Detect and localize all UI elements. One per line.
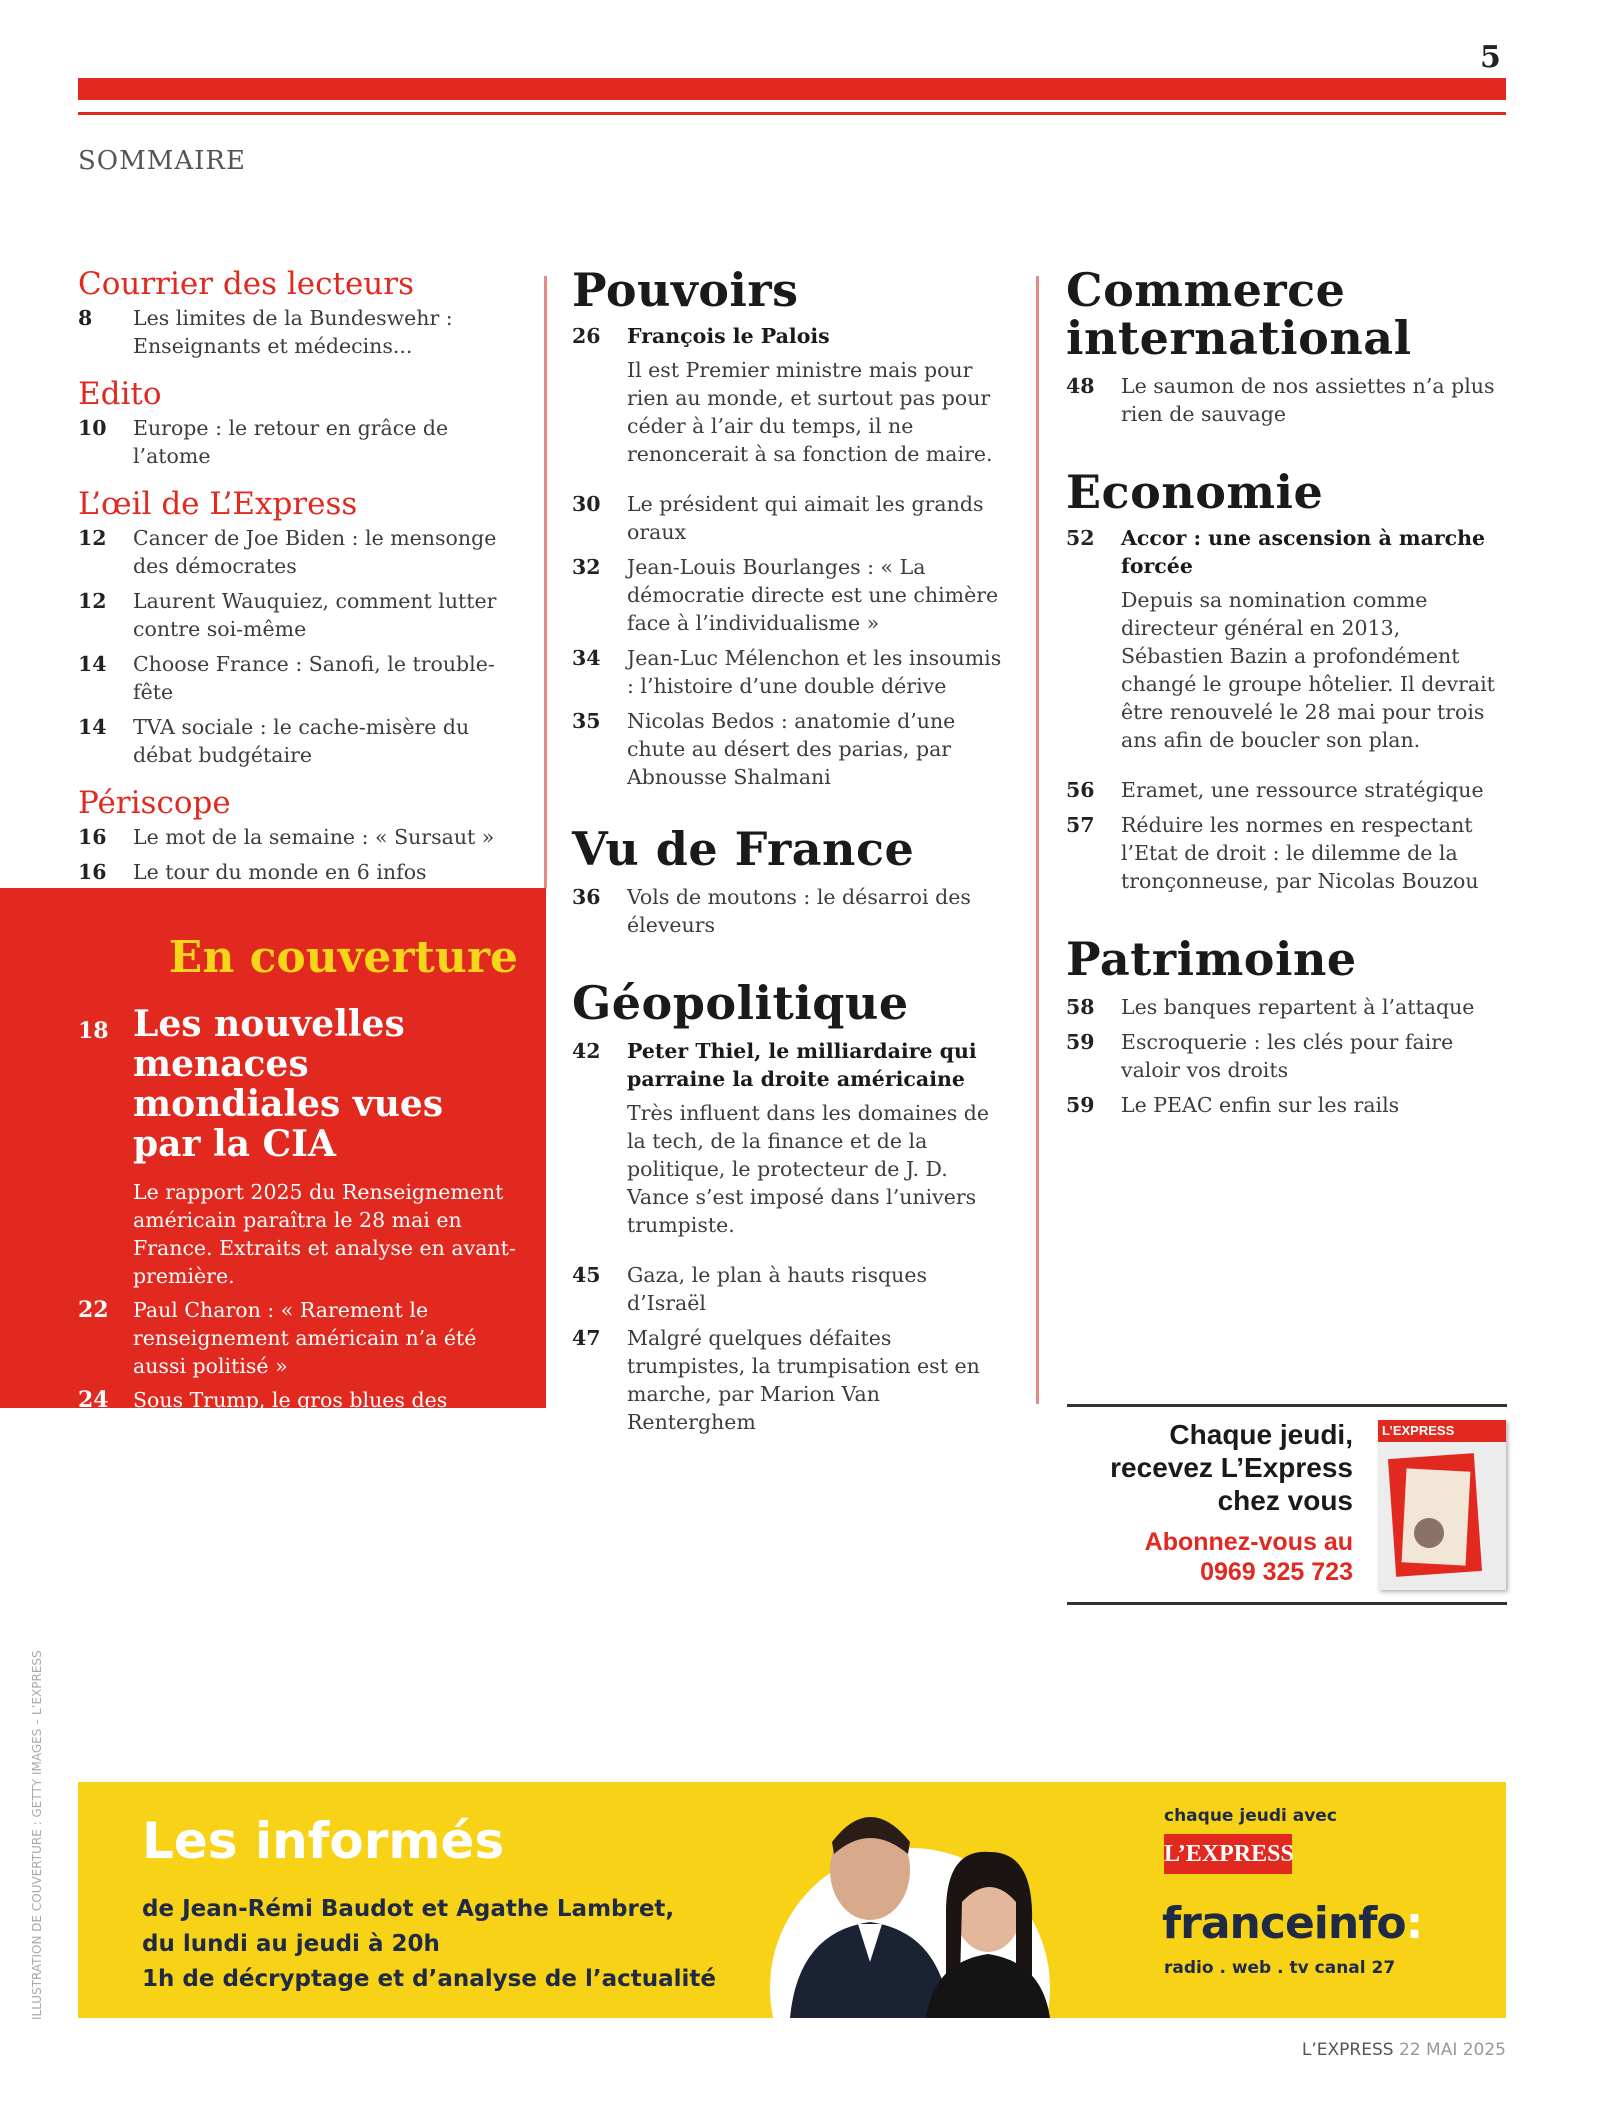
entry-title: Europe : le retour en grâce de l’atome (133, 416, 449, 468)
toc-section (572, 976, 1012, 1436)
header-thin-line (78, 112, 1506, 115)
thumbnail-portrait (1414, 1518, 1444, 1548)
entry-description: Il est Premier ministre mais pour rien au monde, et surtout pas pour céder à l’air du temps, il ne renoncerait à sa fonction de maire. (627, 358, 993, 466)
column-separator-2 (1036, 276, 1039, 1404)
entry-title: Vols de moutons : le désarroi des éleveurs (627, 885, 971, 937)
page-number: 5 (1480, 40, 1501, 75)
franceinfo-channels: radio . web . tv canal 27 (1164, 1958, 1396, 1978)
entry-description: Depuis sa nomination comme directeur général en 2013, Sébastien Bazin a profondément changé le groupe hôtelier. Il devrait être renouvelé le 28 mai pour trois ans afin de boucler son plan. (1121, 588, 1495, 752)
subscribe-promo[interactable] (1067, 1418, 1353, 1587)
lexpress-logo: L’EXPRESS (1164, 1834, 1292, 1874)
entry-title: Le PEAC enfin sur les rails (1121, 1093, 1400, 1117)
hosts-photo (750, 1782, 1090, 2018)
page-ref: 12 (78, 526, 107, 550)
page-ref: 14 (78, 652, 107, 676)
toc-entry[interactable] (572, 1261, 1012, 1317)
toc-section (78, 785, 528, 886)
entry-title: Les limites de la Bundeswehr : Enseignants et médecins... (133, 306, 453, 358)
franceinfo-wordmark: franceinfo (1162, 1898, 1406, 1949)
entry-title: Le saumon de nos assiettes n’a plus rien de sauvage (1121, 374, 1495, 426)
subscribe-line-3: chez vous (1217, 1485, 1353, 1516)
entry-title: Jean-Louis Bourlanges : « La démocratie directe est une chimère face à l’individualisme » (627, 555, 999, 635)
entry-title: Réduire les normes en respectant l’Etat de droit : le dilemme de la tronçonneuse, par Nicolas Bouzou (1121, 813, 1479, 893)
toc-entry[interactable] (78, 823, 528, 851)
cover-main-title: Les nouvelles menaces mondiales vues par la CIA (133, 1003, 444, 1165)
banner-title: Les informés (142, 1812, 505, 1870)
section-label: SOMMAIRE (78, 146, 246, 176)
cover-entries (78, 1004, 518, 1442)
toc-entry[interactable] (1066, 1028, 1506, 1084)
entry-title: Laurent Wauquiez, comment lutter contre soi-même (133, 589, 497, 641)
toc-entry[interactable] (78, 713, 528, 769)
thumbnail-logo: L’EXPRESS (1382, 1423, 1455, 1438)
toc-section (1066, 263, 1506, 428)
toc-entry[interactable] (1066, 993, 1506, 1021)
header-red-bar (78, 78, 1506, 100)
page-ref: 35 (572, 709, 601, 733)
entry-title: Paul Charon : « Rarement le renseignement américain n’a été aussi politisé » (133, 1298, 477, 1378)
toc-column-1 (78, 266, 528, 886)
entry-title: Escroquerie : les clés pour faire valoir vos droits (1121, 1030, 1454, 1082)
toc-entry[interactable] (78, 650, 528, 706)
toc-section (1066, 932, 1506, 1119)
entry-title: Le président qui aimait les grands oraux (627, 492, 984, 544)
page-ref: 10 (78, 416, 107, 440)
toc-entry[interactable] (1066, 372, 1506, 428)
entry-title: Nicolas Bedos : anatomie d’une chute au désert des parias, par Abnousse Shalmani (627, 709, 956, 789)
toc-entry[interactable] (78, 858, 528, 886)
cover-credit: ILLUSTRATION DE COUVERTURE : GETTY IMAGES – L’EXPRESS (30, 1650, 44, 2020)
entry-title: Cancer de Joe Biden : le mensonge des démocrates (133, 526, 497, 578)
toc-entry[interactable] (572, 490, 1012, 546)
subscribe-line-1: Chaque jeudi, (1169, 1419, 1353, 1450)
page-ref: 32 (572, 555, 601, 579)
page-ref: 45 (572, 1263, 601, 1287)
page-ref: 36 (572, 885, 601, 909)
page-ref: 16 (78, 860, 107, 884)
banner-description (142, 1892, 716, 1997)
section-title: Pouvoirs (572, 263, 799, 317)
entry-title: Peter Thiel, le milliardaire qui parraine la droite américaine (627, 1039, 977, 1091)
page-ref: 26 (572, 324, 601, 348)
toc-entry[interactable] (78, 524, 528, 580)
toc-entry[interactable] (572, 644, 1012, 700)
page-footer (1302, 2040, 1506, 2060)
page-ref: 48 (1066, 374, 1095, 398)
toc-entry[interactable] (78, 1296, 518, 1380)
toc-section (1066, 465, 1506, 895)
toc-section (572, 822, 1012, 939)
toc-entry[interactable] (572, 1037, 1012, 1093)
banner-line-3: 1h de décryptage et d’analyse de l’actualité (142, 1966, 717, 1992)
toc-section (78, 486, 528, 769)
entry-title: Jean-Luc Mélenchon et les insoumis : l’histoire d’une double dérive (627, 646, 1002, 698)
subscribe-phone: 0969 325 723 (1200, 1558, 1353, 1586)
page-ref: 16 (78, 825, 107, 849)
cover-main-entry[interactable] (78, 1004, 518, 1164)
page-ref: 47 (572, 1326, 601, 1350)
footer-date: 22 MAI 2025 (1398, 2040, 1506, 2060)
toc-column-3 (1066, 263, 1506, 1119)
toc-column-2 (572, 263, 1012, 1436)
page-ref: 42 (572, 1039, 601, 1063)
entry-title: TVA sociale : le cache-misère du débat budgétaire (133, 715, 470, 767)
entry-title: Le mot de la semaine : « Sursaut » (133, 825, 495, 849)
subscribe-top-rule (1067, 1404, 1507, 1407)
page-ref: 56 (1066, 778, 1095, 802)
les-informes-banner[interactable] (78, 1782, 1506, 2018)
franceinfo-logo (1162, 1898, 1422, 1949)
toc-section (78, 376, 528, 470)
section-title: Economie (1066, 465, 1324, 519)
page-ref: 18 (78, 1018, 109, 1044)
toc-entry[interactable] (1066, 524, 1506, 580)
subscribe-line-2: recevez L’Express (1110, 1452, 1353, 1483)
subscribe-bottom-rule (1067, 1602, 1507, 1605)
toc-entry[interactable] (572, 1324, 1012, 1436)
entry-title: Les banques repartent à l’attaque (1121, 995, 1475, 1019)
toc-entry[interactable] (78, 304, 528, 360)
cover-story-box (0, 888, 546, 1440)
magazine-cover-thumbnail (1378, 1420, 1506, 1590)
section-title: L’œil de L’Express (78, 486, 358, 522)
page-ref: 59 (1066, 1093, 1095, 1117)
toc-entry[interactable] (1066, 1091, 1506, 1119)
page-ref: 59 (1066, 1030, 1095, 1054)
cover-section-title: En couverture (168, 932, 518, 983)
toc-entry[interactable] (78, 1386, 518, 1442)
toc-entry[interactable] (78, 587, 528, 643)
entry-title: Malgré quelques défaites trumpistes, la trumpisation est en marche, par Marion Van Renterghem (627, 1326, 980, 1434)
footer-magazine: L’EXPRESS (1301, 2040, 1394, 2060)
page-ref: 34 (572, 646, 601, 670)
toc-section (572, 263, 1012, 791)
page-ref: 14 (78, 715, 107, 739)
section-title: Edito (78, 376, 162, 412)
entry-title: Accor : une ascension à marche forcée (1121, 526, 1486, 578)
column-separator-1 (544, 276, 547, 888)
entry-title: Gaza, le plan à hauts risques d’Israël (627, 1263, 927, 1315)
section-title: Commerce international (1066, 263, 1412, 365)
toc-entry[interactable] (1066, 776, 1506, 804)
page-ref: 24 (78, 1387, 109, 1413)
page-ref: 8 (78, 306, 93, 330)
section-title: Périscope (78, 785, 231, 821)
entry-title: Choose France : Sanofi, le trouble-fête (133, 652, 495, 704)
entry-title: François le Palois (627, 324, 830, 348)
franceinfo-colon: : (1405, 1898, 1423, 1949)
toc-entry[interactable] (572, 322, 1012, 350)
entry-title: Eramet, une ressource stratégique (1121, 778, 1484, 802)
toc-entry[interactable] (78, 414, 528, 470)
page-ref: 12 (78, 589, 107, 613)
cover-main-desc: Le rapport 2025 du Renseignement américain paraîtra le 28 mai en France. Extraits et analyse en avant-première. (133, 1180, 516, 1288)
toc-entry[interactable] (572, 883, 1012, 939)
toc-section (78, 266, 528, 360)
section-title: Géopolitique (572, 976, 909, 1030)
banner-partner-text: chaque jeudi avec (1164, 1806, 1337, 1826)
page-ref: 58 (1066, 995, 1095, 1019)
page-ref: 30 (572, 492, 601, 516)
banner-line-1: de Jean-Rémi Baudot et Agathe Lambret, (142, 1896, 675, 1922)
toc-entry[interactable] (572, 707, 1012, 791)
banner-line-2: du lundi au jeudi à 20h (142, 1931, 440, 1957)
entry-description: Très influent dans les domaines de la tech, de la finance et de la politique, le protecteur de J. D. Vance s’est imposé dans l’univers trumpiste. (627, 1101, 989, 1237)
section-title: Vu de France (572, 822, 915, 876)
toc-entry[interactable] (1066, 811, 1506, 895)
thumbnail-document-art (1402, 1468, 1471, 1565)
section-title: Patrimoine (1066, 932, 1357, 986)
section-title: Courrier des lecteurs (78, 266, 414, 302)
page-ref: 52 (1066, 526, 1095, 550)
entry-title: Le tour du monde en 6 infos (133, 860, 427, 884)
page-ref: 57 (1066, 813, 1095, 837)
page-ref: 22 (78, 1297, 109, 1323)
toc-entry[interactable] (572, 553, 1012, 637)
subscribe-cta: Abonnez-vous au (1144, 1528, 1353, 1556)
entry-title: Sous Trump, le gros blues des espions (133, 1388, 448, 1440)
